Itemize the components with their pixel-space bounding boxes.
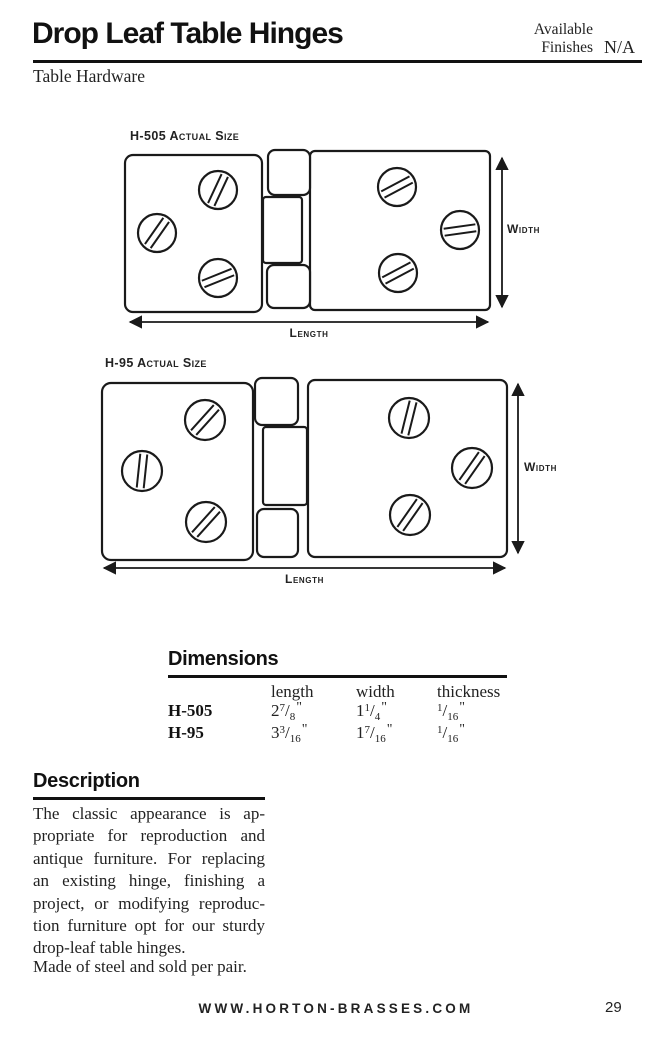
diagram-h505 bbox=[100, 140, 520, 350]
diagram-h505-label: H-505 Actual Size bbox=[130, 129, 240, 143]
description-rule bbox=[33, 797, 265, 800]
diagram-h95 bbox=[95, 370, 535, 582]
description-line: antique furniture. For replacing bbox=[33, 848, 265, 868]
screw-icon bbox=[390, 495, 430, 535]
dimension-value-h505-width: $1^1/_4^"$ bbox=[356, 700, 387, 724]
dimensions-heading: Dimensions bbox=[168, 648, 279, 670]
header-rule bbox=[33, 60, 642, 63]
row-label-h95: H-95 bbox=[168, 723, 204, 742]
description-note: Made of steel and sold per pair. bbox=[33, 957, 247, 976]
dimension-value-h505-length: $2^7/_8^"$ bbox=[271, 700, 302, 724]
description-line: The classic appearance is ap- bbox=[33, 804, 265, 823]
row-label-h505: H-505 bbox=[168, 701, 213, 720]
width-label: Width bbox=[524, 460, 557, 474]
hinge-knuckle bbox=[263, 150, 310, 308]
screw-icon bbox=[441, 211, 479, 249]
page-number: 29 bbox=[605, 999, 622, 1016]
dimension-value-h95-thickness: $^1/_{16}^"$ bbox=[437, 722, 465, 746]
finishes-value: N/A bbox=[604, 37, 635, 57]
screw-icon bbox=[378, 168, 416, 206]
screw-icon bbox=[199, 259, 237, 297]
dimensions-rule bbox=[168, 675, 507, 678]
diagram-h95-label: H-95 Actual Size bbox=[105, 356, 207, 370]
available-finishes-line2: Finishes bbox=[541, 39, 593, 56]
width-label: Width bbox=[507, 222, 540, 236]
length-label: Length bbox=[289, 326, 329, 340]
hinge-knuckle bbox=[255, 378, 307, 557]
screw-icon bbox=[199, 171, 237, 209]
column-header-length: length bbox=[271, 682, 314, 701]
category-label: Table Hardware bbox=[33, 66, 145, 86]
description-paragraph bbox=[33, 803, 265, 960]
description-heading: Description bbox=[33, 770, 140, 792]
screw-icon bbox=[122, 451, 162, 491]
length-label: Length bbox=[285, 572, 324, 586]
column-header-width: width bbox=[356, 682, 395, 701]
description-line: tion furniture opt for our sturdy bbox=[33, 916, 265, 936]
screw-icon bbox=[138, 214, 176, 252]
screw-icon bbox=[186, 502, 226, 542]
description-line: an existing hinge, finishing a bbox=[33, 871, 265, 891]
dimension-value-h95-length: $3^3/_{16}^"$ bbox=[271, 722, 308, 746]
available-finishes-label bbox=[473, 21, 593, 57]
dimension-value-h95-width: $1^7/_{16}^"$ bbox=[356, 722, 393, 746]
description-line: project, or modifying reproduc- bbox=[33, 893, 265, 913]
available-finishes-line1: Available bbox=[533, 21, 593, 38]
column-header-thickness: thickness bbox=[437, 682, 501, 701]
description-line: drop-leaf table hinges. bbox=[33, 938, 186, 958]
screw-icon bbox=[389, 398, 429, 438]
description-line: propriate for reproduction and bbox=[33, 826, 265, 846]
screw-icon bbox=[185, 400, 225, 440]
screw-icon bbox=[379, 254, 417, 292]
page-title: Drop Leaf Table Hinges bbox=[32, 17, 343, 50]
dimension-value-h505-thickness: $^1/_{16}^"$ bbox=[437, 700, 465, 724]
website-url: WWW.HORTON-BRASSES.COM bbox=[198, 1001, 474, 1016]
screw-icon bbox=[452, 448, 492, 488]
